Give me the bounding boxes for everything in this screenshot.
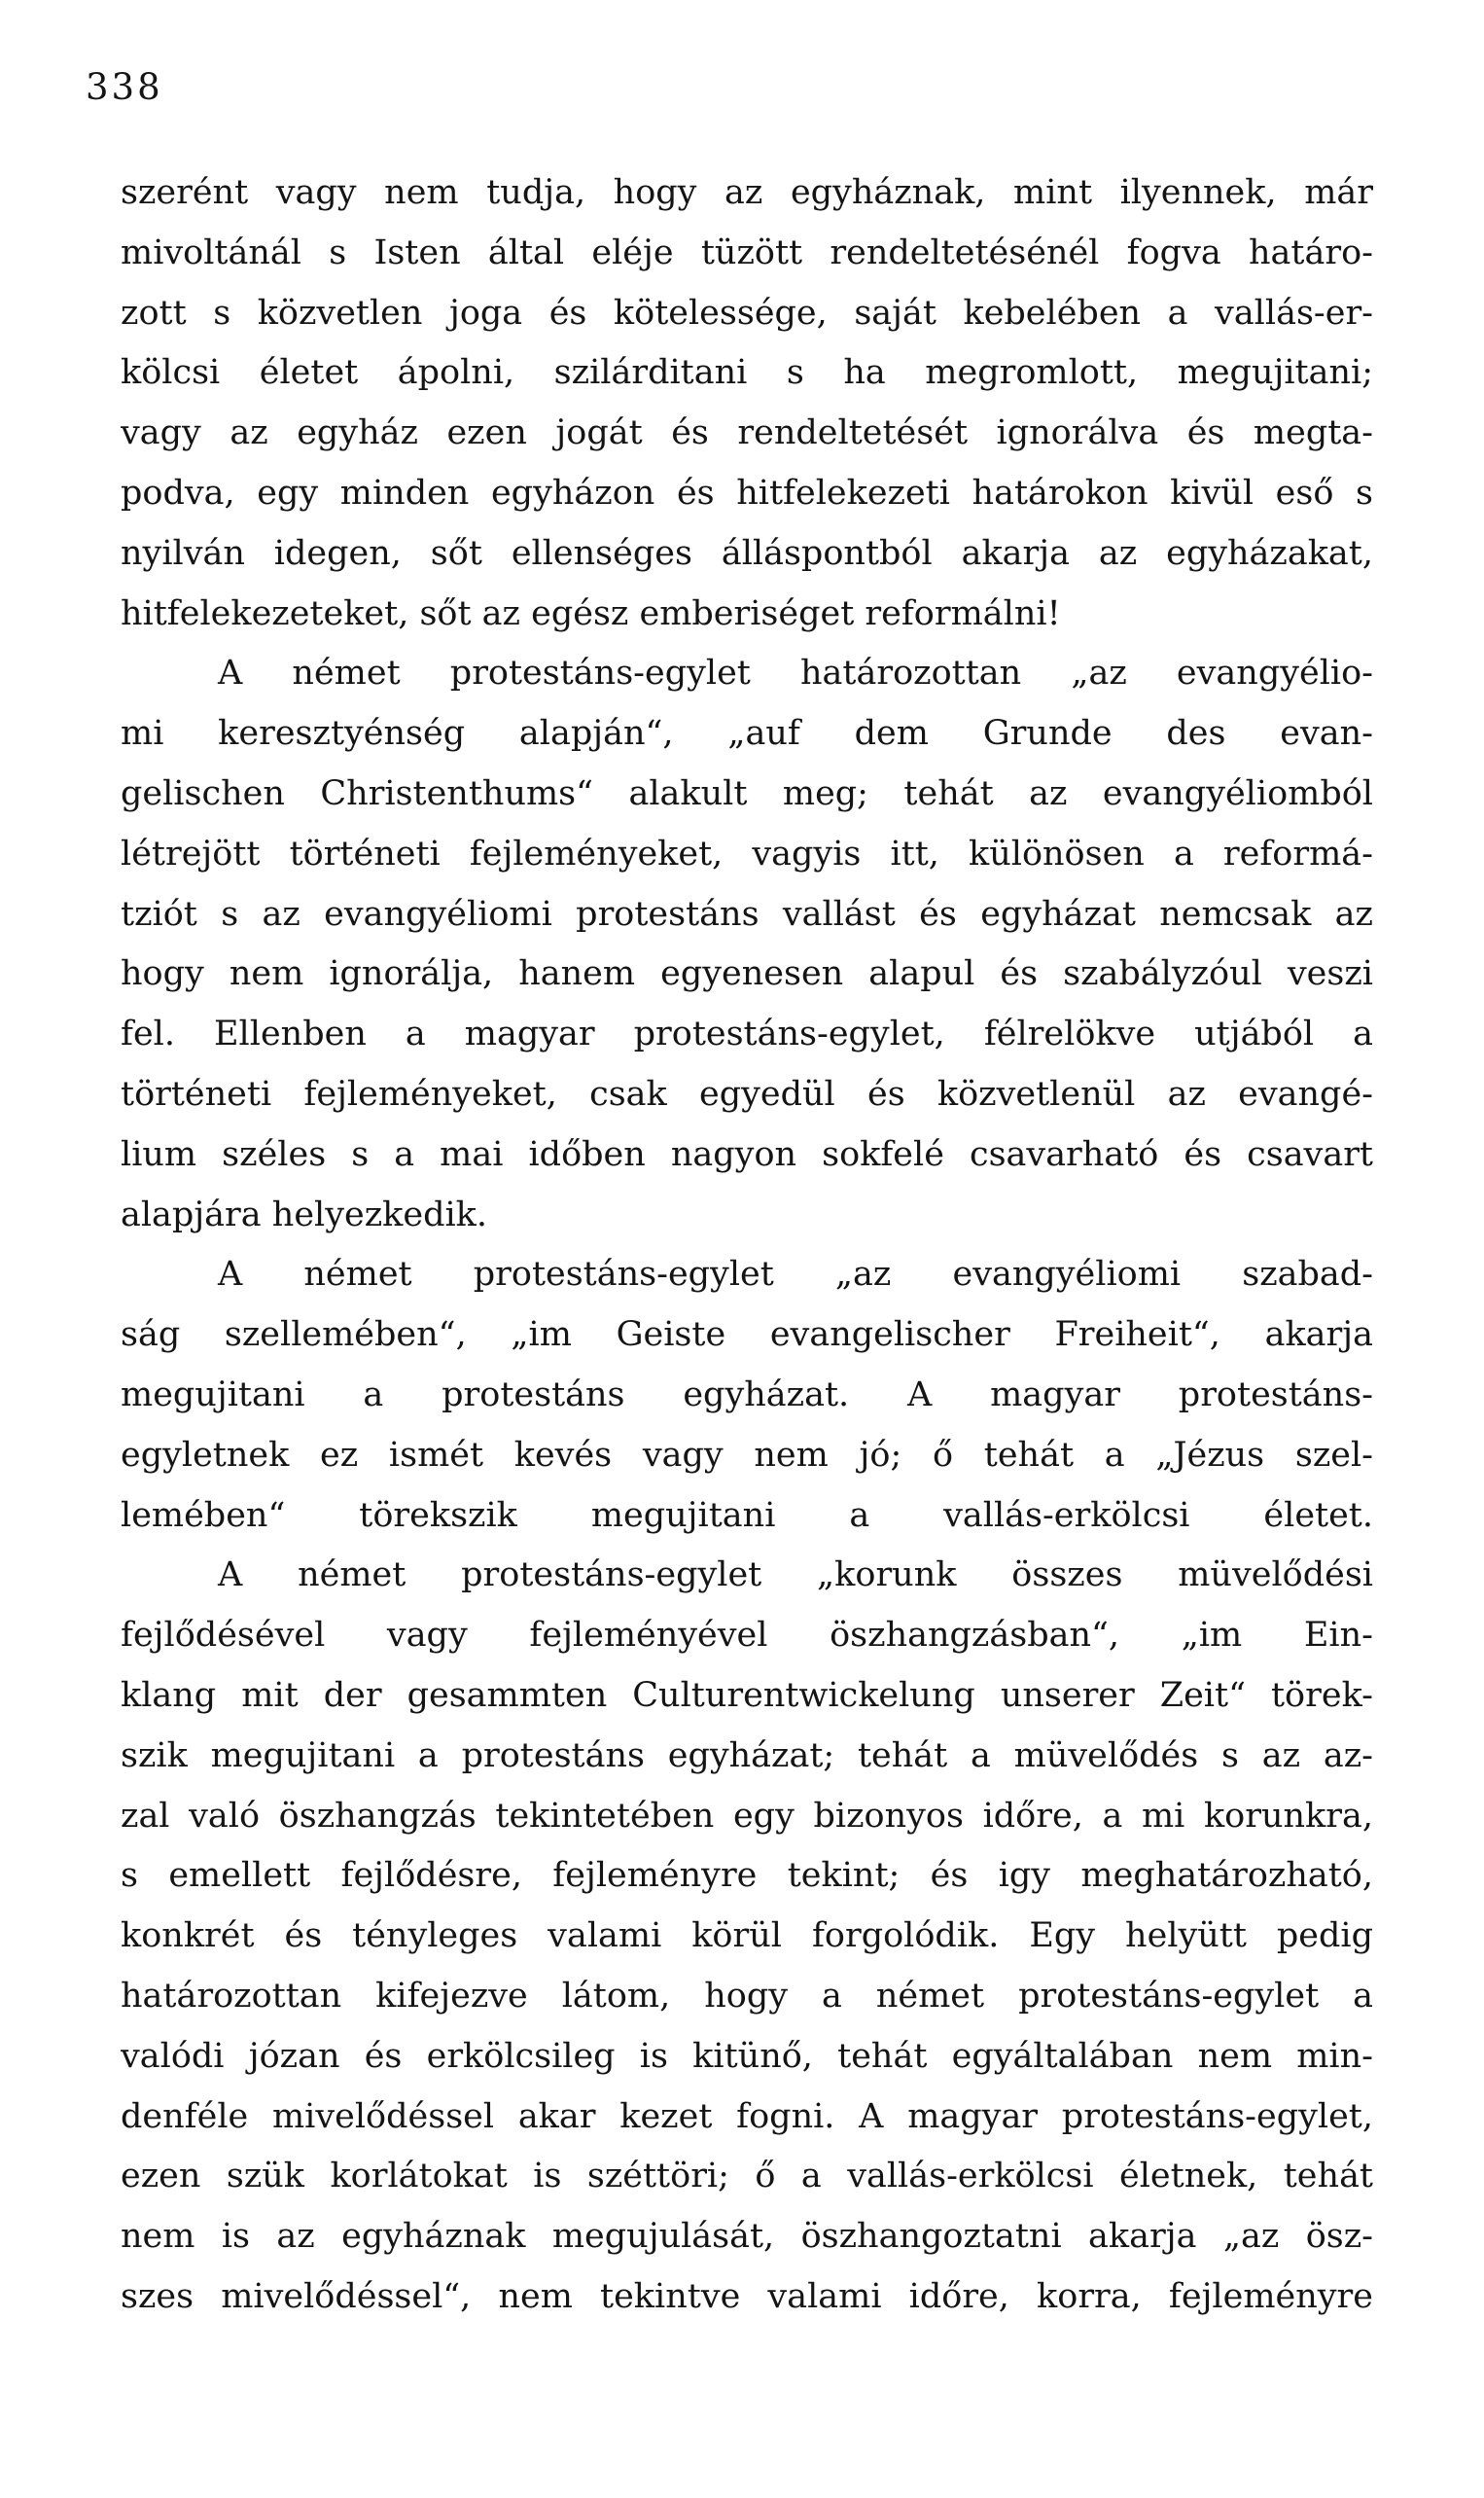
- page-number: 338: [86, 66, 163, 108]
- text-line: A német protestáns-egylet „az evangyéliomi szabad-: [218, 1255, 1373, 1295]
- text-line: gelischen Christenthums“ alakult meg; tehát az evangyéliomból: [121, 773, 1373, 813]
- text-line: A német protestáns-egylet „korunk összes müvelődési: [218, 1555, 1373, 1595]
- text-line: klang mit der gesammten Culturentwickelung unserer Zeit“ törek-: [121, 1675, 1373, 1715]
- text-line: történeti fejleményeket, csak egyedül és közvetlenül az evangé-: [121, 1074, 1373, 1114]
- text-line: határozottan kifejezve látom, hogy a német protestáns-egylet a: [121, 1976, 1373, 2016]
- text-line: fel. Ellenben a magyar protestáns-egylet, félrelökve utjából a: [121, 1015, 1373, 1054]
- text-line: A német protestáns-egylet határozottan „az evangyélio-: [218, 654, 1373, 694]
- text-line: szik megujitani a protestáns egyházat; tehát a müvelődés s az az-: [121, 1735, 1373, 1775]
- text-line: hogy nem ignorálja, hanem egyenesen alapul és szabályzóul veszi: [121, 954, 1373, 994]
- text-line: zott s közvetlen joga és kötelessége, saját kebelében a vallás-er-: [121, 293, 1373, 333]
- text-line: tziót s az evangyéliomi protestáns vallást és egyházat nemcsak az: [121, 894, 1373, 934]
- text-line: s emellett fejlődésre, fejleményre tekint; és igy meghatározható,: [121, 1856, 1373, 1896]
- text-line: lium széles s a mai időben nagyon sokfelé csavarható és csavart: [121, 1134, 1373, 1174]
- text-line: hitfelekezeteket, sőt az egész emberiséget reformálni!: [121, 593, 1061, 633]
- text-line: egyletnek ez ismét kevés vagy nem jó; ő tehát a „Jézus szel-: [121, 1435, 1373, 1475]
- text-line: alapjára helyezkedik.: [121, 1195, 488, 1234]
- text-line: ság szellemében“, „im Geiste evangelischer Freiheit“, akarja: [121, 1315, 1373, 1355]
- text-line: lemében“ törekszik megujitani a vallás-erkölcsi életet.: [121, 1495, 1373, 1535]
- text-line: fejlődésével vagy fejleményével öszhangzásban“, „im Ein-: [121, 1616, 1373, 1656]
- text-line: ezen szük korlátokat is széttöri; ő a vallás-erkölcsi életnek, tehát: [121, 2157, 1373, 2196]
- text-line: konkrét és tényleges valami körül forgolódik. Egy helyütt pedig: [121, 1916, 1373, 1956]
- text-line: valódi józan és erkölcsileg is kitünő, tehát egyáltalában nem min-: [121, 2036, 1373, 2076]
- text-line: zal való öszhangzás tekintetében egy bizonyos időre, a mi korunkra,: [121, 1796, 1373, 1836]
- text-line: kölcsi életet ápolni, szilárditani s ha megromlott, megujitani;: [121, 353, 1373, 393]
- text-line: szerént vagy nem tudja, hogy az egyháznak, mint ilyennek, már: [121, 173, 1373, 212]
- text-line: denféle mivelődéssel akar kezet fogni. A magyar protestáns-egylet,: [121, 2096, 1373, 2136]
- text-line: szes mivelődéssel“, nem tekintve valami időre, korra, fejleményre: [121, 2276, 1373, 2316]
- body-text: [121, 163, 1373, 2328]
- text-line: létrejött történeti fejleményeket, vagyis itt, különösen a reformá-: [121, 834, 1373, 874]
- text-line: megujitani a protestáns egyházat. A magyar protestáns-: [121, 1374, 1373, 1414]
- text-line: nem is az egyháznak megujulását, öszhangoztatni akarja „az ösz-: [121, 2217, 1373, 2257]
- text-line: nyilván idegen, sőt ellenséges álláspontból akarja az egyházakat,: [121, 533, 1373, 573]
- text-line: vagy az egyház ezen jogát és rendeltetését ignorálva és megta-: [121, 413, 1373, 453]
- text-line: mi keresztyénség alapján“, „auf dem Grunde des evan-: [121, 714, 1373, 754]
- text-line: podva, egy minden egyházon és hitfelekezeti határokon kivül eső s: [121, 473, 1373, 513]
- text-line: mivoltánál s Isten által eléje tüzött rendeltetésénél fogva határo-: [121, 232, 1373, 272]
